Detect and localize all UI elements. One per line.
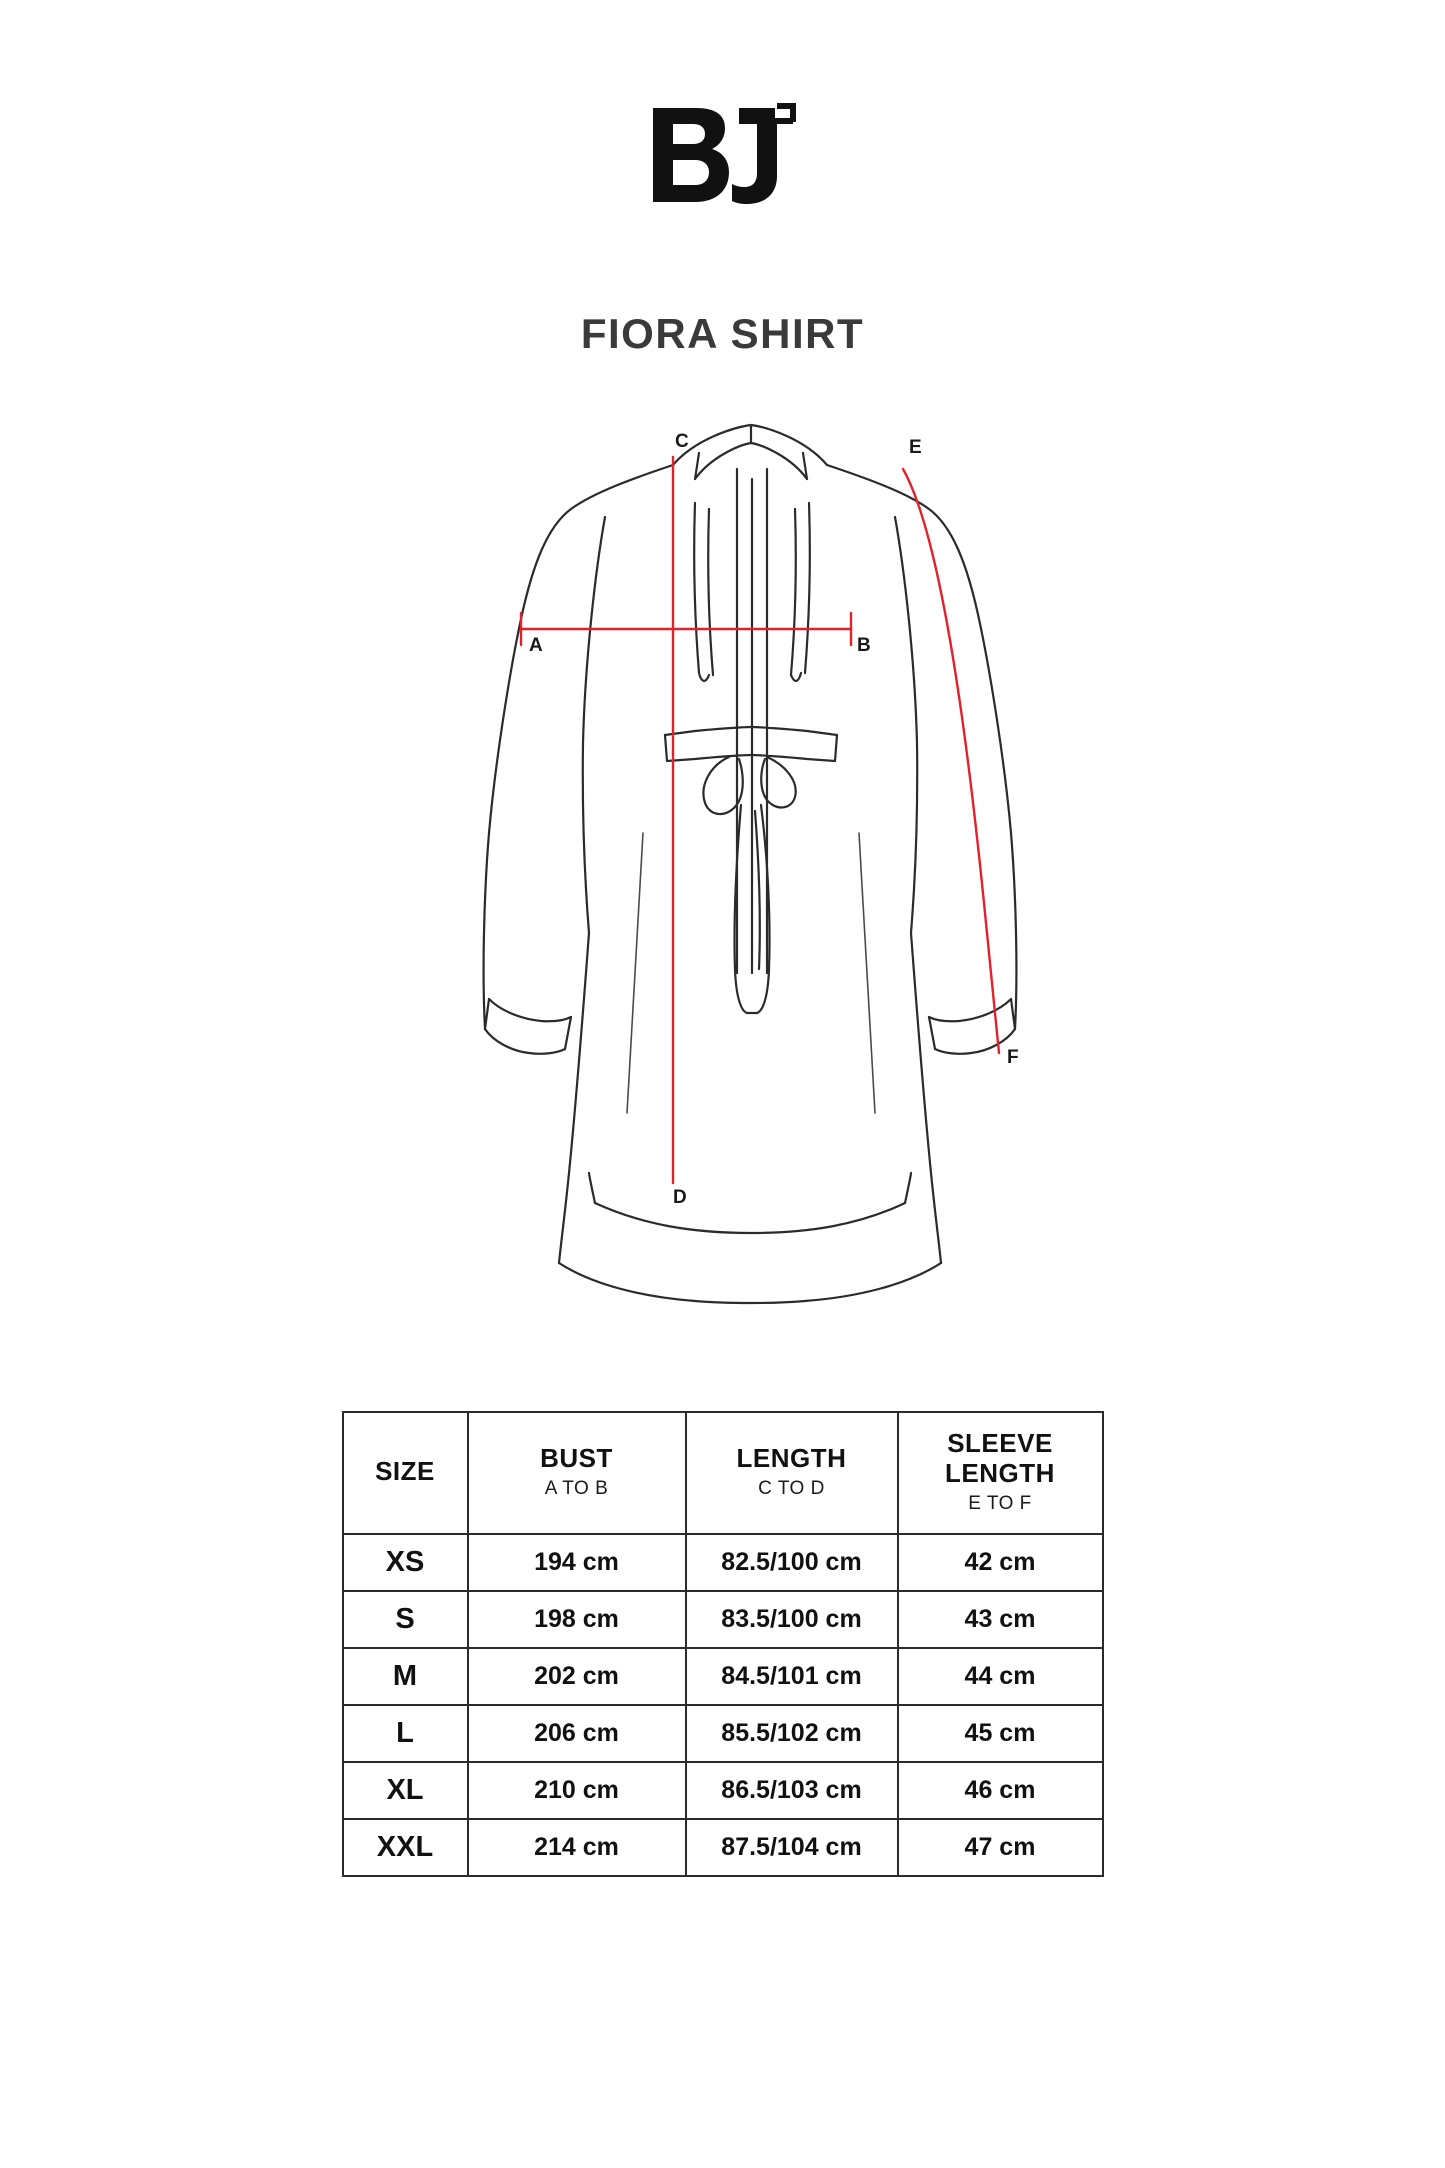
header-length-main: LENGTH	[736, 1442, 847, 1473]
cell-bust: 202 cm	[468, 1648, 686, 1705]
table-row	[343, 1705, 1103, 1762]
cell-bust: 214 cm	[468, 1819, 686, 1876]
header-bust-main: BUST	[540, 1442, 613, 1473]
cell-bust: 206 cm	[468, 1705, 686, 1762]
cell-sleeve: 44 cm	[898, 1648, 1103, 1705]
cell-length: 84.5/101 cm	[686, 1648, 898, 1705]
label-point-D: D	[672, 1187, 687, 1208]
header-sleeve-sub: E TO F	[968, 1492, 1032, 1514]
cell-size: XXL	[343, 1819, 468, 1876]
cell-size: XS	[343, 1534, 468, 1591]
table-row	[343, 1648, 1103, 1705]
cell-length: 85.5/102 cm	[686, 1705, 898, 1762]
header-sleeve-main: SLEEVE LENGTH	[945, 1428, 1055, 1488]
cell-length: 86.5/103 cm	[686, 1762, 898, 1819]
header-length-sub: C TO D	[758, 1477, 825, 1499]
size-table-body	[343, 1534, 1103, 1876]
cell-bust: 198 cm	[468, 1591, 686, 1648]
label-point-B: B	[856, 635, 871, 656]
cell-size: XL	[343, 1762, 468, 1819]
cell-sleeve: 46 cm	[898, 1762, 1103, 1819]
cell-bust: 210 cm	[468, 1762, 686, 1819]
table-row	[343, 1534, 1103, 1591]
header-size	[343, 1412, 468, 1534]
header-size-main: SIZE	[375, 1455, 435, 1486]
header-bust	[468, 1412, 686, 1534]
header-bust-sub: A TO B	[544, 1477, 609, 1499]
cell-length: 87.5/104 cm	[686, 1819, 898, 1876]
page-title: FIORA SHIRT	[580, 310, 865, 357]
cell-bust: 194 cm	[468, 1534, 686, 1591]
cell-sleeve: 47 cm	[898, 1819, 1103, 1876]
size-chart-table	[342, 1411, 1104, 1877]
label-point-C: C	[674, 431, 689, 452]
header-sleeve-length	[898, 1412, 1103, 1534]
table-header-row	[343, 1412, 1103, 1534]
label-point-E: E	[908, 437, 922, 458]
size-table-container	[343, 1411, 1103, 1877]
cell-length: 82.5/100 cm	[686, 1534, 898, 1591]
cell-sleeve: 42 cm	[898, 1534, 1103, 1591]
table-row	[343, 1591, 1103, 1648]
brand-logo	[643, 100, 803, 210]
header-length	[686, 1412, 898, 1534]
garment-illustration	[343, 413, 1103, 1373]
cell-sleeve: 43 cm	[898, 1591, 1103, 1648]
cell-sleeve: 45 cm	[898, 1705, 1103, 1762]
label-point-F: F	[1006, 1047, 1019, 1068]
table-row	[343, 1762, 1103, 1819]
cell-size: S	[343, 1591, 468, 1648]
cell-length: 83.5/100 cm	[686, 1591, 898, 1648]
label-point-A: A	[528, 635, 543, 656]
cell-size: M	[343, 1648, 468, 1705]
table-row	[343, 1819, 1103, 1876]
cell-size: L	[343, 1705, 468, 1762]
